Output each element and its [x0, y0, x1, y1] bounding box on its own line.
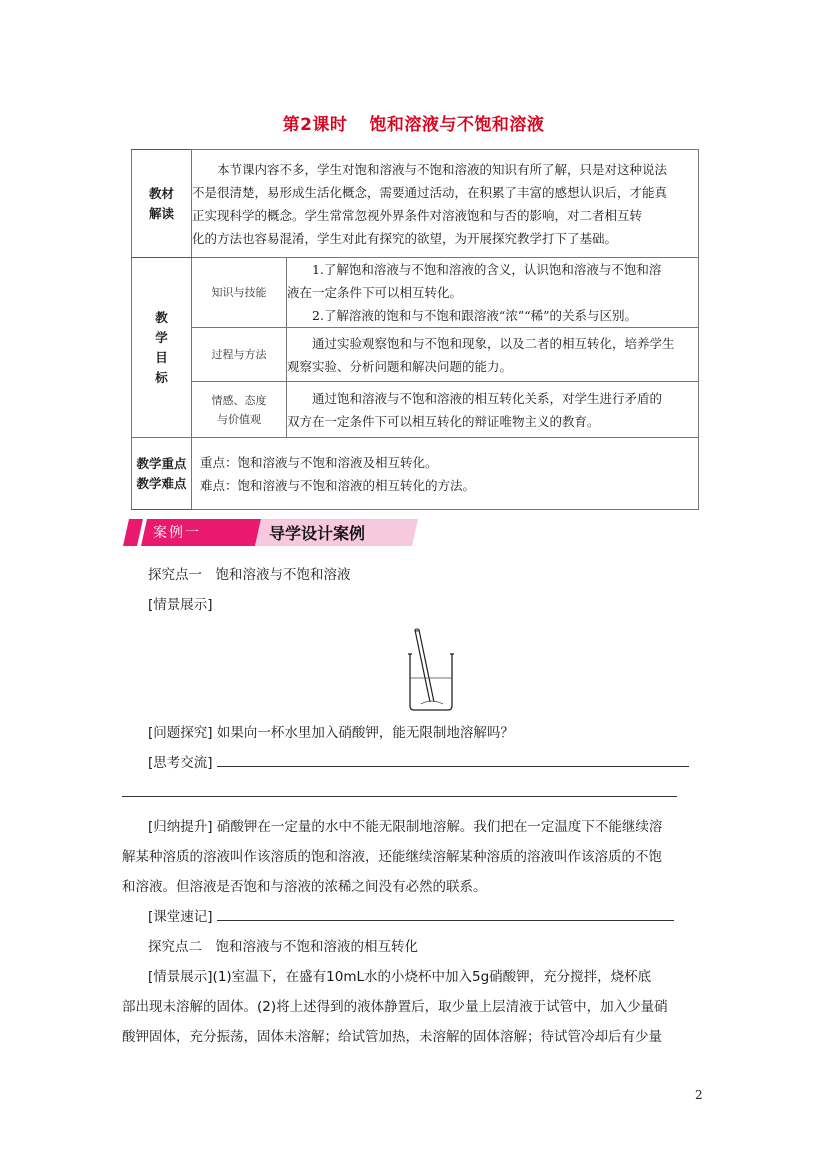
scene-2-line: 部出现未溶解的固体。(2)将上述得到的液体静置后，取少量上层清液于试管中，加入少量硝: [122, 999, 668, 1015]
question-tag: [问题探究]: [148, 725, 213, 741]
goal-name: 过程与方法: [192, 328, 287, 382]
focus-label: 教学重点 教学难点: [132, 438, 192, 510]
explore-point-1: 探究点一 饱和溶液与不饱和溶液: [148, 567, 351, 583]
banner-tag: 案例一: [153, 525, 201, 541]
goal-name: 情感、态度 与价值观: [192, 382, 287, 438]
goal-row-knowledge: [132, 258, 699, 328]
goal-text: 1.了解饱和溶液与不饱和溶液的含义，认识饱和溶液与不饱和溶 液在一定条件下可以相互转化。 2.了解溶液的饱和与不饱和跟溶液“浓”“稀”的关系与区别。: [287, 258, 699, 328]
reading-label: 教材 解读: [132, 150, 192, 258]
think-exchange: [122, 748, 708, 778]
question: [122, 718, 708, 748]
goal-row-attitude: [132, 382, 699, 438]
focus-row: [132, 438, 699, 510]
answer-line: [122, 778, 708, 808]
page-title: [0, 110, 827, 135]
question-text: 如果向一杯水里加入硝酸钾，能无限制地溶解吗？: [216, 725, 514, 741]
beaker-stirring-rod-icon: [407, 628, 459, 712]
scene-2-line: 酸钾固体，充分振荡，固体未溶解；给试管加热，未溶解的固体溶解；待试管冷却后有少量: [122, 1029, 662, 1045]
goal-row-process: [132, 328, 699, 382]
goal-text: 通过饱和溶液与不饱和溶液的相互转化关系，对学生进行矛盾的 双方在一定条件下可以相互转化的辩证唯物主义的教育。: [287, 382, 699, 438]
goals-label: 教 学 目 标: [132, 258, 192, 438]
scene-2-tag: [情景展示]: [148, 969, 213, 985]
summary: [归纳提升] 硝酸钾在一定量的水中不能无限制地溶解。我们把在一定温度下不能继续溶: [148, 819, 663, 835]
reading-row: [132, 150, 699, 258]
notes-tag: [课堂速记]: [148, 909, 213, 925]
lesson-number: 第2课时: [282, 115, 348, 135]
summary-line: 和溶液。但溶液是否饱和与溶液的浓稀之间没有必然的联系。: [122, 879, 487, 895]
scene-2: [情景展示](1)室温下，在盛有10mL水的小烧杯中加入5g硝酸钾，充分搅拌，烧杯底: [148, 969, 652, 985]
answer-blank[interactable]: [122, 782, 677, 797]
goal-name: 知识与技能: [192, 258, 287, 328]
summary-line: 解某种溶质的溶液叫作该溶质的饱和溶液，还能继续溶解某种溶质的溶液叫作该溶质的不饱: [122, 849, 662, 865]
section-banner: [123, 519, 418, 546]
explore-point-2: 探究点二 饱和溶液与不饱和溶液的相互转化: [148, 939, 418, 955]
answer-blank[interactable]: [217, 752, 689, 767]
class-notes: [122, 902, 708, 932]
banner-heading: 导学设计案例: [269, 524, 366, 543]
goal-text: 通过实验观察饱和与不饱和现象，以及二者的相互转化，培养学生 观察实验、分析问题和解决问题的能力。: [287, 328, 699, 382]
reading-text: 本节课内容不多，学生对饱和溶液与不饱和溶液的知识有所了解，只是对这种说法 不是很清楚，易形成生活化概念，需要通过活动，在积累了丰富的感想认识后，才能真 正实现科学的概念。学生常常忽视外界条件对溶液饱和与否的影响，对二者相互转 化的方法也容易混淆，学生对此有探究的欲望，为开展探究教学打下了基础。: [192, 150, 699, 258]
focus-text: 重点：饱和溶液与不饱和溶液及相互转化。 难点：饱和溶液与不饱和溶液的相互转化的方法。: [192, 438, 699, 510]
scene-label: [情景展示]: [148, 597, 213, 613]
lesson-info-table: [131, 149, 699, 510]
think-tag: [思考交流]: [148, 755, 213, 771]
lesson-topic: 饱和溶液与不饱和溶液: [369, 115, 545, 135]
notes-blank[interactable]: [217, 906, 674, 921]
summary-tag: [归纳提升]: [148, 819, 213, 835]
page-number: 2: [695, 1088, 703, 1102]
lesson-content: [122, 560, 708, 1052]
